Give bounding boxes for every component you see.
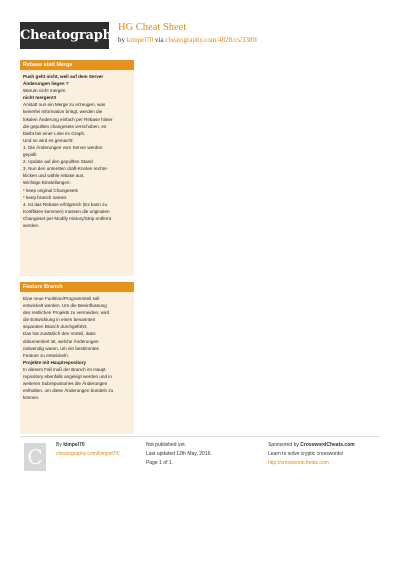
text-line: Projekte mit Hauptrepository: [23, 359, 87, 365]
text-line: Feature zu entwickeln.: [23, 352, 69, 358]
section-body: [20, 292, 134, 401]
text-line: Konflikten kommen) müssen die originalen: [23, 208, 110, 214]
text-line: Das hat zusätzlich den Vorteil, dass: [23, 331, 96, 337]
text-line: entwickelt werden. Um die Beeinflussung: [23, 303, 107, 309]
text-line: gepullt: [23, 152, 37, 158]
text-line: Änderungen liegen ?: [23, 81, 69, 87]
section-feature-branch: [20, 282, 134, 434]
text-line: Warum nicht mergen: [23, 88, 66, 94]
sponsor-line: [268, 441, 355, 450]
text-line: Changeset per Modify History/Strip entfernt: [23, 215, 112, 221]
text-line: bleibt bei einer Linie im Graph.: [23, 130, 86, 136]
text-line: 1. Die Änderungen vom Server werden: [23, 144, 103, 150]
text-line: * keep original Changesets: [23, 187, 78, 193]
text-line: die gepullten changesets verschoben, es: [23, 123, 107, 129]
text-line: Und so wird es gemacht:: [23, 137, 74, 143]
author-avatar: [24, 443, 46, 471]
text-line: dokumentiert ist, welche Änderungen: [23, 338, 99, 344]
footer-author: [56, 441, 120, 459]
text-line: Wichtige Einstellungen:: [23, 180, 71, 186]
section-rebase: [20, 60, 134, 276]
section-heading: Feature Branch: [20, 282, 134, 292]
cheatography-logo[interactable]: Cheatography: [20, 22, 109, 49]
byline: [118, 36, 258, 44]
byline-via: via: [154, 36, 164, 44]
section-heading: Rebase statt Merge: [20, 60, 134, 70]
text-line: klicken und wähle rebase aus.: [23, 173, 85, 179]
text-line: keinerlei Information bringt, werden die: [23, 109, 103, 115]
footer-by-label: By: [56, 442, 62, 448]
footer-author-name[interactable]: kimpel70: [63, 442, 85, 448]
avatar-letter: C: [27, 445, 43, 469]
sponsor-name[interactable]: CrosswordCheats.com: [300, 442, 355, 448]
section-body: [20, 70, 134, 229]
text-line: 4. Ist das Rebase erfolgreich (Es kann zu: [23, 201, 108, 207]
footer-sponsor: [268, 441, 355, 468]
publish-status: Not published yet.: [146, 442, 187, 448]
sheet-url-link[interactable]: cheatography.com/4828/cs/3380/: [165, 36, 258, 44]
page-title: HG Cheat Sheet: [118, 22, 187, 33]
footer: [20, 437, 380, 477]
text-line: Anstatt nun ein Merge zu erzeugen, was: [23, 102, 106, 108]
text-line: werden.: [23, 222, 40, 228]
text-line: 2. Update auf den gepullten Stand: [23, 159, 93, 165]
text-line: notwendig waren, um ein bestimmtes: [23, 345, 99, 351]
text-line: lokalen Änderung einfach per Rebase hinter: [23, 116, 113, 122]
text-line: separaten Branch durchgeführt.: [23, 324, 88, 330]
sponsor-prefix: Sponsored by: [268, 442, 299, 448]
last-updated: Last updated 12th May, 2016.: [146, 451, 212, 457]
text-line: repository ebenfalls angelegt werden und in: [23, 374, 112, 380]
sponsor-tagline: Learn to solve cryptic crosswords!: [268, 451, 344, 457]
sponsor-url[interactable]: http://crosswordcheats.com: [268, 460, 329, 466]
text-line: In diesem Fall muß der Branch im Haupt-: [23, 366, 107, 372]
byline-by: by: [118, 36, 125, 44]
footer-author-line: [56, 441, 120, 450]
footer-publish-info: [146, 441, 212, 468]
page-info: Page 1 of 1.: [146, 460, 173, 466]
text-line: nicht mergen!!!: [23, 95, 57, 101]
text-line: weiteren Subrepositories die Änderungen: [23, 381, 108, 387]
text-line: die Entwicklung in einen benannten: [23, 317, 96, 323]
text-line: * keep branch names: [23, 194, 67, 200]
footer-author-url[interactable]: cheatography.com/kimpel70/: [56, 451, 120, 457]
text-line: enthalten, um diese Änderungen bündeln zu: [23, 388, 114, 394]
text-line: können.: [23, 395, 40, 401]
text-line: Push geht nicht, weil auf dem Server: [23, 74, 104, 79]
author-link[interactable]: kimpel70: [126, 36, 154, 44]
text-line: 3. Nun den untersten draft-Knoten rechts-: [23, 166, 108, 172]
text-line: des restlichen Projekts zu vermeiden, wird: [23, 310, 110, 316]
text-line: Eine neue Funktion/Programmteil soll: [23, 296, 100, 301]
